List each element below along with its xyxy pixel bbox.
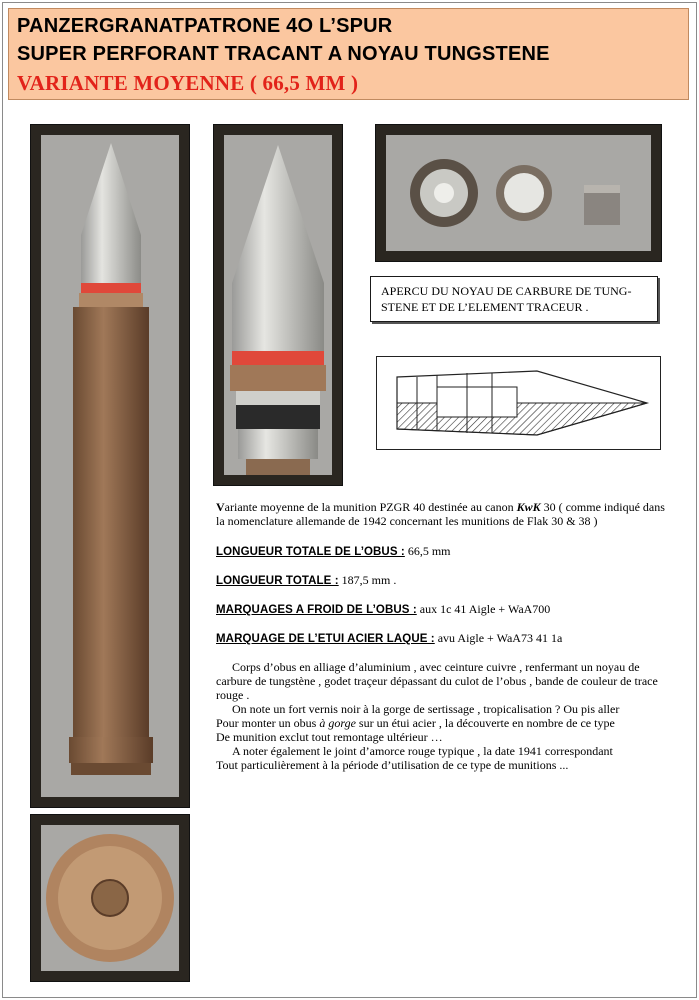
note-p3-em: à gorge	[319, 716, 356, 730]
cartridge-photo	[30, 124, 190, 808]
intro-paragraph	[216, 500, 674, 528]
intro-text-a: ariante moyenne de la munition PZGR 40 destinée au canon	[224, 500, 517, 514]
note-p2: On note un fort vernis noir à la gorge de sertissage , tropicalisation ? Ou pis aller	[232, 702, 620, 716]
note-p3-a: Pour monter un obus	[216, 716, 320, 730]
projectile-illustration	[214, 125, 342, 485]
caption-line-2: STENE ET DE L’ELEMENT TRACEUR .	[381, 300, 589, 314]
note-p4: De munition exclut tout remontage ultérieur …	[216, 730, 443, 744]
fact-shell-markings	[216, 602, 674, 617]
title-banner	[8, 8, 689, 100]
note-p3-b: sur un étui acier , la découverte en nombre de ce type	[355, 716, 615, 730]
core-tracer-illustration	[376, 125, 661, 261]
notes-paragraphs	[216, 660, 674, 772]
title-line-1: PANZERGRANATPATRONE 4O L’SPUR	[17, 15, 393, 37]
caption-line-1: APERCU DU NOYAU DE CARBURE DE TUNG-	[381, 284, 632, 298]
description-text	[216, 500, 674, 772]
intro-lead: V	[216, 500, 225, 514]
fact-case-markings	[216, 631, 674, 646]
intro-text-b: 30 ( comme indiqué dans la nomenclature allemande de 1942 concernant les munitions de Flak 30 & 38 )	[216, 500, 665, 528]
cross-section-diagram	[376, 356, 661, 450]
title-line-2: SUPER PERFORANT TRACANT A NOYAU TUNGSTENE	[17, 43, 550, 65]
note-p5: A noter également le joint d’amorce rouge typique , la date 1941 correspondant	[232, 744, 613, 758]
fact-value: 187,5 mm .	[338, 573, 397, 587]
fact-value: 66,5 mm	[404, 544, 451, 558]
base-headstamp-photo	[30, 814, 190, 982]
cartridge-illustration	[31, 125, 189, 807]
fact-label: LONGUEUR TOTALE DE L’OBUS :	[216, 546, 405, 558]
core-tracer-photo	[375, 124, 662, 262]
projectile-photo	[213, 124, 343, 486]
note-p3	[216, 716, 674, 730]
note-p1: Corps d’obus en alliage d’aluminium , avec ceinture cuivre , renfermant un noyau de carbure de tungstène , godet traçeur dépassant du culot de l’obus , bande de couleur de trace rouge .	[216, 660, 658, 702]
fact-value: aux 1c 41 Aigle + WaA700	[416, 602, 551, 616]
photo-caption	[370, 276, 658, 322]
note-p6: Tout particulièrement à la période d’utilisation de ce type de munitions ...	[216, 758, 569, 772]
fact-label: LONGUEUR TOTALE :	[216, 575, 339, 587]
intro-em: KwK	[516, 500, 541, 514]
headstamp-illustration	[31, 815, 189, 981]
fact-label: MARQUAGES A FROID DE L’OBUS :	[216, 604, 417, 616]
fact-length-shell	[216, 544, 674, 559]
fact-value: avu Aigle + WaA73 41 1a	[434, 631, 563, 645]
title-line-3: VARIANTE MOYENNE ( 66,5 MM )	[17, 71, 359, 95]
cross-section-drawing	[377, 357, 660, 449]
fact-length-total	[216, 573, 674, 588]
fact-label: MARQUAGE DE L’ETUI ACIER LAQUE :	[216, 633, 435, 645]
